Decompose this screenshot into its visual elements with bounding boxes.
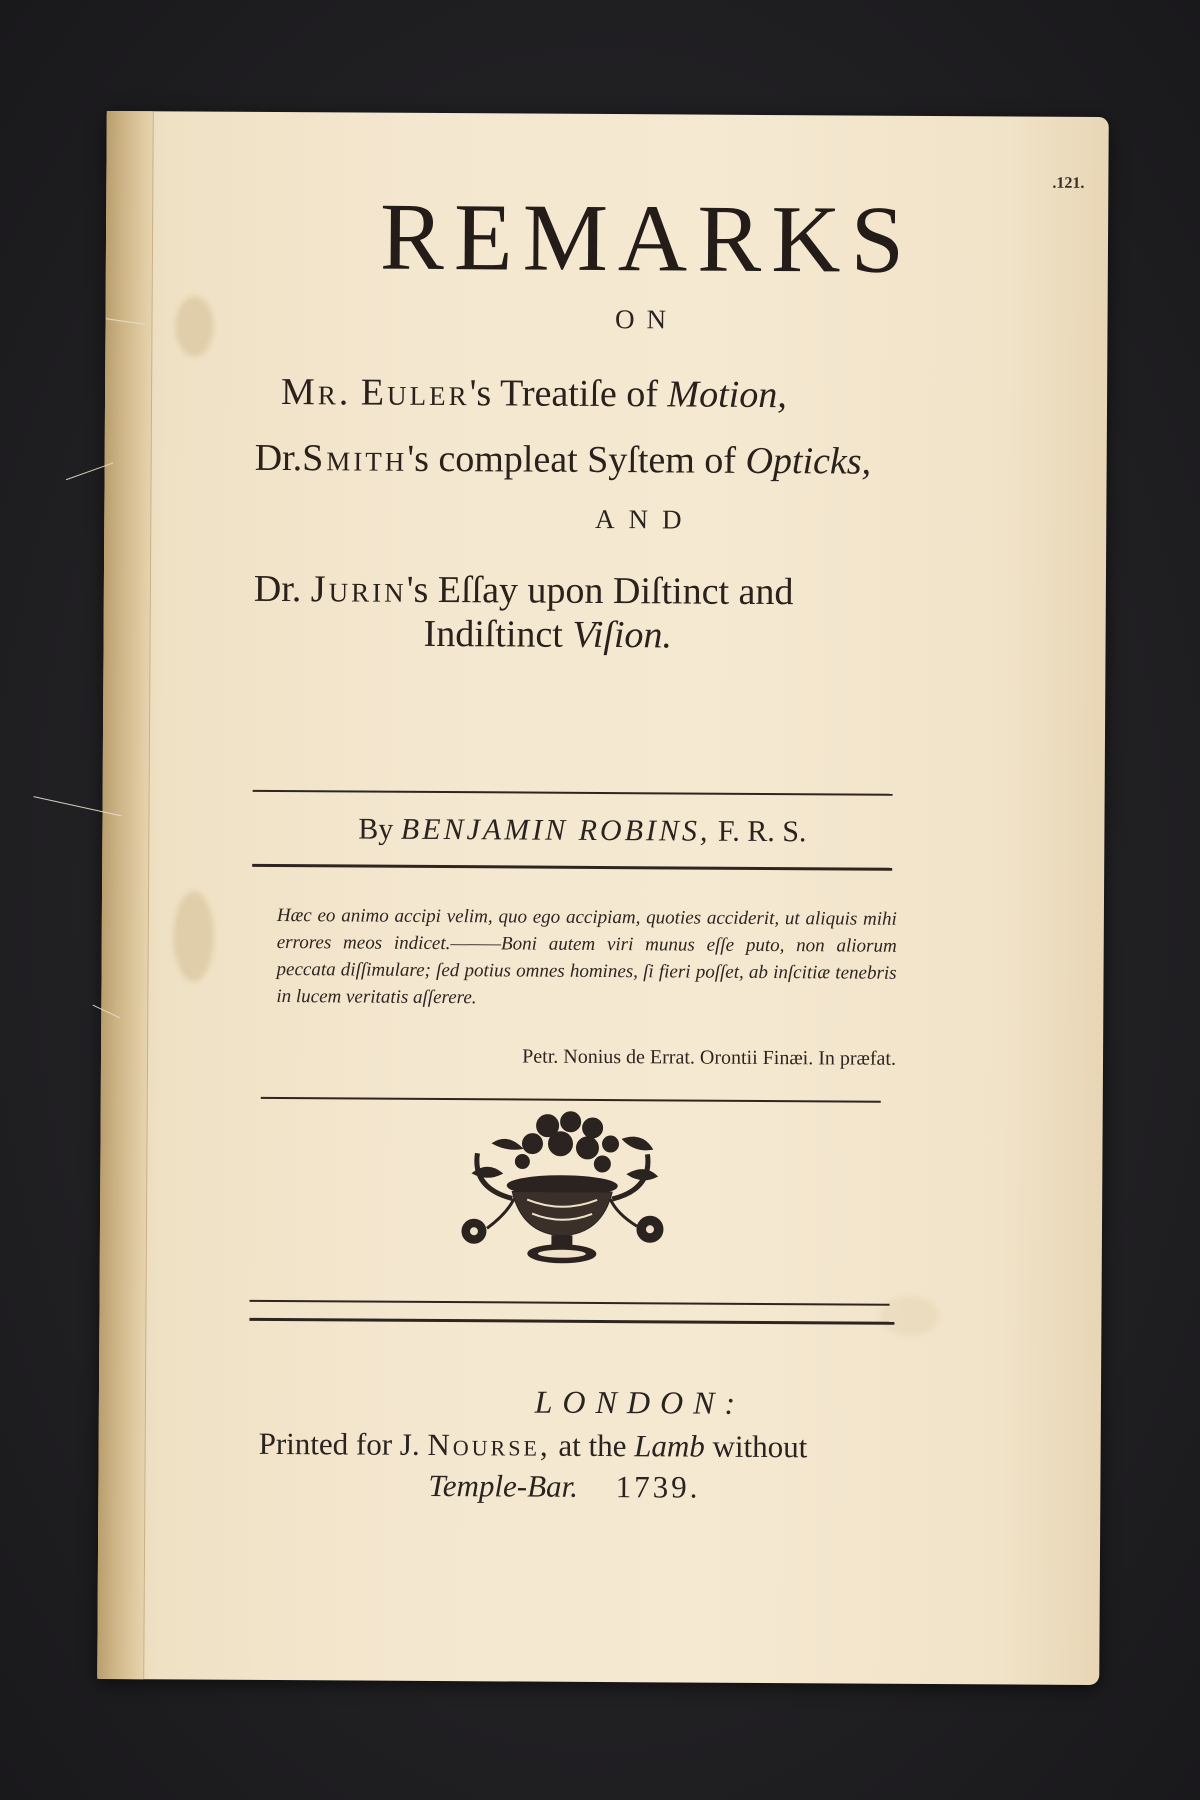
- title-line-euler: [281, 370, 787, 417]
- imprint-lamb: Lamb: [634, 1428, 705, 1464]
- title-line-smith-name: Smith: [302, 437, 408, 480]
- foxing-stain: [173, 891, 214, 981]
- foxing-stain: [879, 1296, 939, 1336]
- title-page: [97, 111, 1109, 1685]
- title-line-smith-dr: Dr.: [254, 436, 303, 480]
- title-line-euler-mr: Mr.: [280, 371, 352, 414]
- rule-below-byline: [252, 864, 892, 871]
- imprint-printed-for: Printed for J.: [258, 1425, 420, 1462]
- byline-frs: F. R. S.: [717, 814, 807, 849]
- imprint-year: 1739.: [615, 1469, 701, 1505]
- title-line-jurin-essay: 's Eſſay upon Diſtinct and: [406, 568, 794, 614]
- motto-attribution: Petr. Nonius de Errat. Orontii Finæi. In præfat.: [522, 1045, 897, 1070]
- author-byline: [282, 812, 882, 850]
- rule-above-imprint-1: [250, 1300, 890, 1306]
- connector-and: AND: [594, 503, 696, 535]
- imprint-line-printed-for: [259, 1426, 808, 1465]
- rule-above-imprint-2: [249, 1318, 894, 1325]
- page-spine-edge: [97, 111, 154, 1679]
- imprint-line-temple-bar: [428, 1468, 700, 1506]
- title-line-vision-indistinct: Indiſtinct: [423, 612, 564, 656]
- rule-above-byline: [253, 790, 893, 796]
- page-title: REMARKS: [379, 182, 915, 293]
- title-line-euler-treatise: 's Treatiſe of: [469, 372, 659, 416]
- title-line-jurin-dr: Dr.: [253, 567, 302, 611]
- imprint-temple-bar: Temple-Bar.: [428, 1467, 579, 1504]
- imprint-location-b: without: [712, 1428, 808, 1465]
- imprint-publisher: Nourse,: [427, 1426, 551, 1463]
- imprint-city: LONDON:: [534, 1383, 746, 1421]
- connector-on: ON: [614, 304, 679, 335]
- title-line-smith-opticks: Opticks,: [745, 439, 872, 483]
- title-line-smith: [255, 436, 872, 484]
- title-line-euler-name: Euler: [360, 371, 470, 415]
- title-line-vision-word: Viſion.: [572, 613, 673, 657]
- title-line-euler-motion: Motion,: [667, 373, 787, 417]
- title-line-jurin: [254, 567, 794, 614]
- title-line-jurin-name: Jurin: [310, 568, 407, 611]
- rule-below-motto: [261, 1097, 881, 1103]
- latin-motto: Hæc eo animo accipi velim, quo ego accipiam, quoties acciderit, ut aliquis mihi errores meos indicet.———Boni autem viri munus eſſe puto, non aliorum peccata diſſimulare; ſed potius omnes homines, ſi fieri poſſet, ab inſcitiæ tenebris in lucem veritatis aſſerere.: [276, 905, 897, 1009]
- library-shelfmark: .121.: [1052, 174, 1085, 192]
- printers-ornament-vase: [452, 1103, 673, 1274]
- title-line-vision: [423, 612, 672, 658]
- byline-author: BENJAMIN ROBINS,: [400, 812, 711, 848]
- title-line-smith-system: 's compleat Syſtem of: [407, 437, 737, 482]
- imprint-location-a: at the: [558, 1427, 627, 1464]
- byline-by: By: [358, 812, 394, 846]
